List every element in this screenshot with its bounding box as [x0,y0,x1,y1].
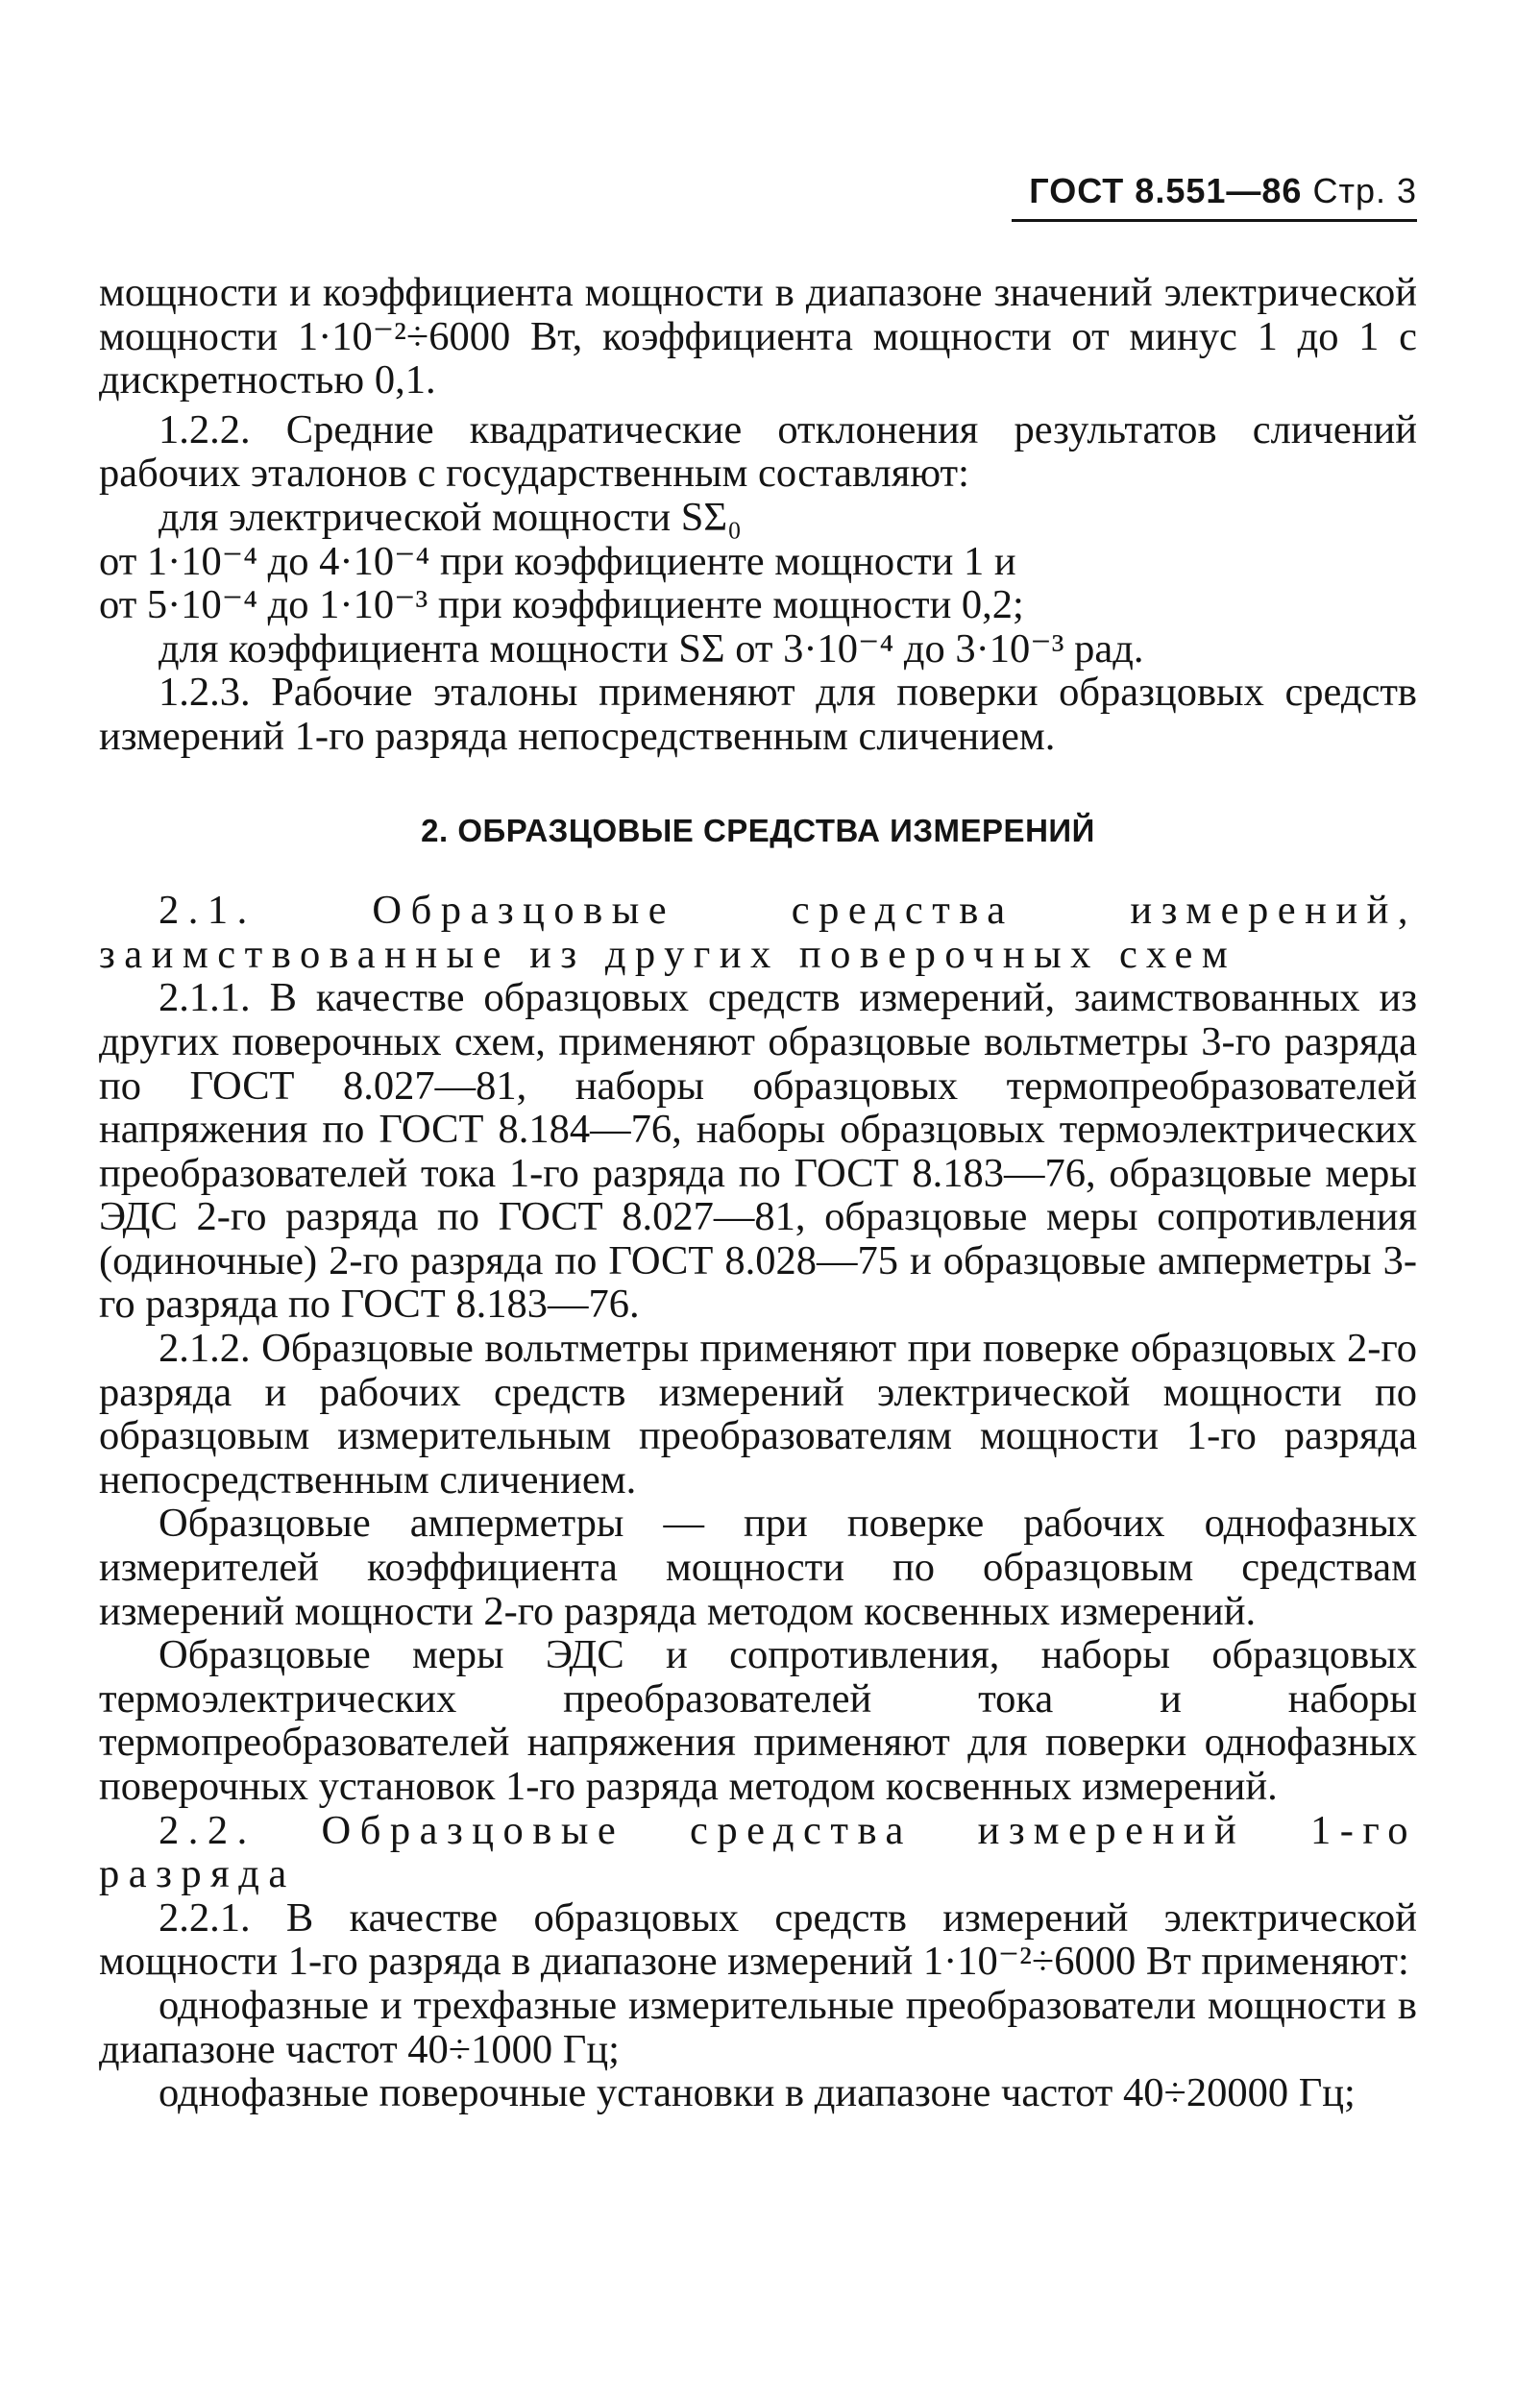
subsection-2-1-title: 2.1. Образцовые средства измерений, заимствованные из других поверочных схем [99,888,1417,977]
paragraph-range-2: от 5·10⁻⁴ до 1·10⁻³ при коэффициенте мощности 0,2; [99,582,1024,628]
page-number: Стр. 3 [1312,171,1417,210]
paragraph-2-2-1: 2.2.1. В качестве образцовых средств измерений электрической мощности 1-го разряда в диапазоне измерений 1·10⁻²÷6000 Вт применяют: [99,1894,1417,1985]
page-header [1029,171,1417,211]
subsection-2-2-title: 2.2. Образцовые средства измерений 1-го разряда [99,1807,1417,1897]
header-rule [1012,219,1417,222]
document-page [99,0,1417,2394]
paragraph-single-phase-setups: однофазные поверочные установки в диапазоне частот 40÷20000 Гц; [159,2070,1356,2116]
document-body [99,271,1417,2115]
paragraph-2-1-2: 2.1.2. Образцовые вольтметры применяют при поверке образцовых 2-го разряда и рабочих средств измерений электрической мощности по образцовым измерительным преобразователям мощности 1-го разряда непосредственным сличением. [99,1326,1417,1502]
paragraph-power-factor-std-dev: для коэффициента мощности SΣ от 3·10⁻⁴ до 3·10⁻³ рад. [159,625,1144,672]
standard-number: ГОСТ 8.551—86 [1029,171,1303,210]
paragraph-single-three-phase: однофазные и трехфазные измерительные преобразователи мощности в диапазоне частот 40÷1000 Гц; [99,1982,1417,2072]
paragraph-1: мощности и коэффициента мощности в диапазоне значений электрической мощности 1·10⁻²÷6000 Вт, коэффициента мощности от минус 1 до 1 с дискретностью 0,1. [99,270,1417,403]
paragraph-1-2-2: 1.2.2. Средние квадратические отклонения результатов сличений рабочих эталонов с государственным составляют: [99,406,1417,497]
paragraph-ammeters: Образцовые амперметры — при поверке рабочих однофазных измерителей коэффициента мощности по образцовым средствам измерений мощности 2-го разряда методом косвенных измерений. [99,1501,1417,1634]
paragraph-2-1-1: 2.1.1. В качестве образцовых средств измерений, заимствованных из других поверочных схем, применяют образцовые вольтметры 3-го разряда по ГОСТ 8.027—81, наборы образцовых термопреобразователей напряжения по ГОСТ 8.184—76, наборы образцовых термоэлектрических преобразователей тока 1-го разряда по ГОСТ 8.183—76, образцовые меры ЭДС 2-го разряда по ГОСТ 8.027—81, образцовые меры сопротивления (одиночные) 2-го разряда по ГОСТ 8.028—75 и образцовые амперметры 3-го разряда по ГОСТ 8.183—76. [99,975,1417,1328]
paragraph-power-std-dev: для электрической мощности SΣ₀ [159,494,742,540]
paragraph-1-2-3: 1.2.3. Рабочие эталоны применяют для поверки образцовых средств измерений 1-го разряда непосредственным сличением. [99,670,1417,759]
section-title: 2. ОБРАЗЦОВЫЕ СРЕДСТВА ИЗМЕРЕНИЙ [421,812,1095,848]
paragraph-emf-measures: Образцовые меры ЭДС и сопротивления, наборы образцовых термоэлектрических преобразователей тока и наборы термопреобразователей напряжения применяют для поверки однофазных поверочных установок 1-го разряда методом косвенных измерений. [99,1632,1417,1809]
paragraph-range-1: от 1·10⁻⁴ до 4·10⁻⁴ при коэффициенте мощности 1 и [99,538,1016,584]
